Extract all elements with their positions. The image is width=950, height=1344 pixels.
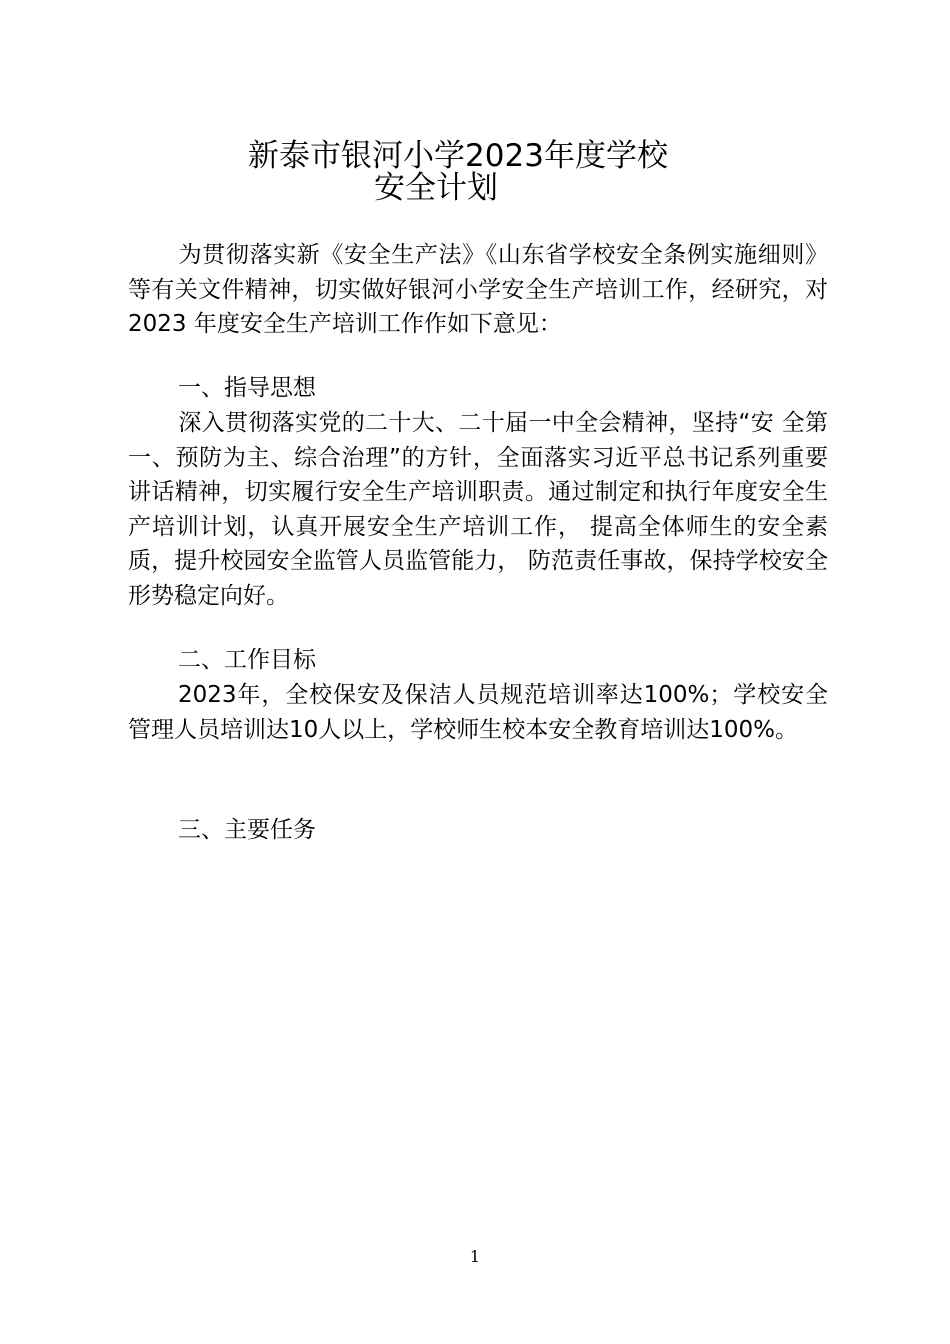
intro-text: 为贯彻落实新《安全生产法》《山东省学校安全条例实施细则》等有关文件精神，切实做好银河小学安全生产培训工作，经研究，对 2023 年度安全生产培训工作作如下意见： [128,242,828,337]
section-heading-main-tasks: 三、主要任务 [178,817,316,843]
section-body-text: 2023年，全校保安及保洁人员规范培训率达100%；学校安全管理人员培训达10人以上，学校师生校本安全教育培训达100%。 [128,682,828,743]
page-number: 1 [469,1247,481,1266]
section-heading-work-goals: 二、工作目标 [178,647,316,673]
section-heading-guiding-ideology: 一、指导思想 [178,375,316,401]
section-body-work-goals [128,678,828,747]
section-body-guiding-ideology [128,406,828,613]
document-title-line1: 新泰市银河小学2023年度学校 [248,138,668,174]
section-body-text: 深入贯彻落实党的二十大、二十届一中全会精神，坚持“安 全第一、预防为主、综合治理”的方针，全面落实习近平总书记系列重要讲话精神，切实履行安全生产培训职责。通过制定和执行年度安全生产培训计划，认真开展安全生产培训工作， 提高全体师生的安全素质，提升校园安全监管人员监管能力， 防范责任事故，保持学校安全形势稳定向好。 [128,410,828,609]
document-title-line2: 安全计划 [374,170,498,206]
intro-paragraph [128,238,828,342]
